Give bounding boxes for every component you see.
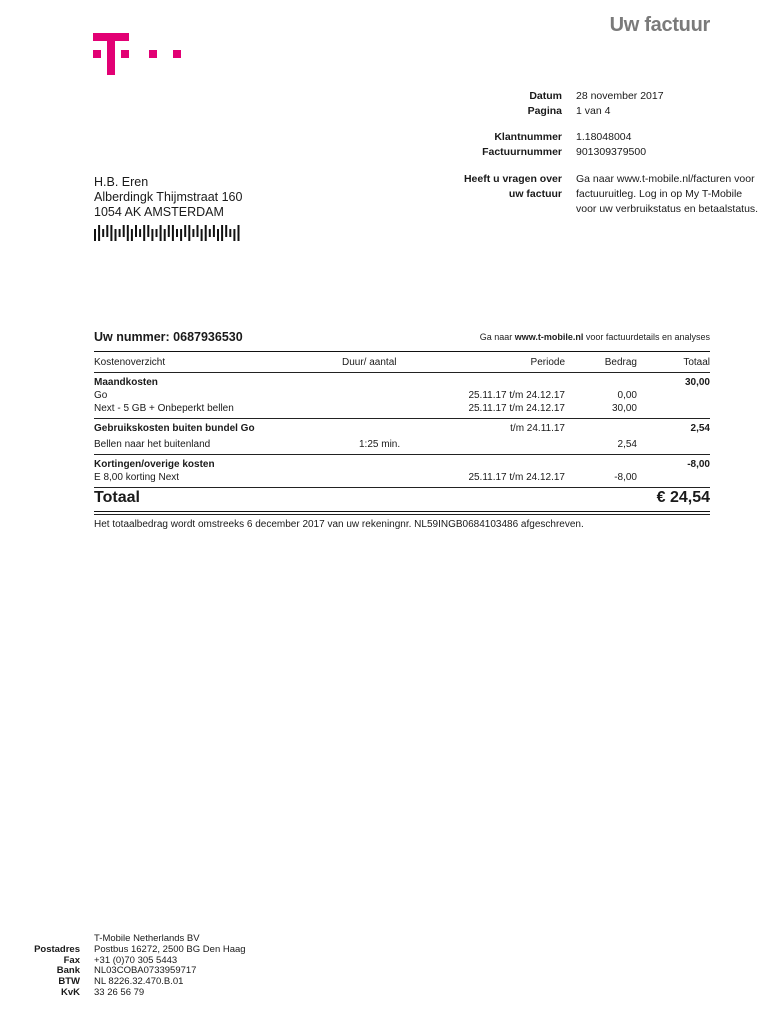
klantnummer-label: Klantnummer	[494, 131, 562, 143]
footer-fax-label: Fax	[63, 954, 80, 966]
totaal-rule-1	[94, 511, 710, 512]
col-duur: Duur/ aantal	[342, 357, 397, 368]
details-hint-post: voor factuurdetails en analyses	[585, 332, 710, 342]
row-label: Go	[94, 390, 108, 401]
section-rule	[94, 454, 710, 455]
row-duur: 1:25 min.	[359, 439, 401, 450]
footer-bank: NL03COBA0733959717	[94, 965, 197, 977]
vragen-text-1: Ga naar www.t-mobile.nl/facturen voor	[576, 173, 755, 185]
postal-barcode-icon	[94, 225, 244, 241]
recipient-address	[94, 175, 242, 220]
recipient-street: Alberdingk Thijmstraat 160	[94, 190, 243, 204]
footer-bank-label: Bank	[56, 965, 80, 977]
klantnummer-value: 1.18048004	[576, 131, 632, 143]
footer-postadres-label: Postadres	[34, 943, 80, 955]
col-bedrag: Bedrag	[604, 357, 637, 368]
recipient-name: H.B. Eren	[94, 175, 149, 189]
payment-note: Het totaalbedrag wordt omstreeks 6 december 2017 van uw rekeningnr. NL59INGB0684103486 afgeschreven.	[94, 519, 584, 530]
datum-value: 28 november 2017	[576, 90, 664, 102]
totaal-top-rule	[94, 487, 710, 488]
table-header-row	[94, 356, 710, 369]
datum-label: Datum	[529, 90, 562, 102]
footer-company: T-Mobile Netherlands BV	[94, 933, 200, 944]
details-hint-pre: Ga naar	[479, 332, 513, 342]
section-title: Maandkosten	[94, 377, 158, 388]
table-row	[94, 438, 710, 451]
vragen-text-3: voor uw verbruikstatus en betaalstatus.	[576, 203, 759, 215]
totaal-value: € 24,54	[656, 489, 710, 506]
footer-fax: +31 (0)70 305 5443	[94, 954, 178, 966]
details-hint	[480, 332, 710, 342]
row-bedrag: 2,54	[617, 439, 637, 450]
footer-btw: NL 8226.32.470.B.01	[94, 976, 184, 988]
footer-postadres: Postbus 16272, 2500 BG Den Haag	[94, 943, 246, 955]
pagina-label: Pagina	[527, 105, 562, 117]
pagina-value: 1 van 4	[576, 105, 611, 117]
factuurnummer-value: 901309379500	[576, 146, 647, 158]
table-row	[94, 389, 710, 402]
col-kosten: Kostenoverzicht	[94, 357, 166, 368]
meta-labels	[380, 89, 562, 209]
section-title: Gebruikskosten buiten bundel Go	[94, 423, 255, 434]
meta-values	[576, 89, 766, 219]
section-kortingen	[94, 458, 710, 471]
recipient-city: 1054 AK AMSTERDAM	[94, 205, 224, 219]
table-row	[94, 402, 710, 415]
row-bedrag: 30,00	[611, 403, 637, 414]
row-bedrag: 0,00	[617, 390, 637, 401]
row-periode: 25.11.17 t/m 24.12.17	[468, 403, 565, 414]
table-row	[94, 471, 710, 484]
section-rule	[94, 418, 710, 419]
vragen-text-2: factuuruitleg. Log in op My T-Mobile	[576, 188, 743, 200]
col-periode: Periode	[530, 357, 565, 368]
row-periode: 25.11.17 t/m 24.12.17	[468, 390, 565, 401]
details-hint-link[interactable]: www.t-mobile.nl	[514, 332, 584, 342]
company-footer	[0, 934, 300, 1004]
section-total: -8,00	[687, 459, 710, 470]
t-mobile-logo-icon	[93, 33, 185, 75]
col-totaal: Totaal	[683, 357, 710, 368]
section-periode: t/m 24.11.17	[510, 423, 565, 434]
section-gebruikskosten	[94, 422, 710, 435]
section-maandkosten	[94, 376, 710, 389]
section-title: Kortingen/overige kosten	[94, 459, 215, 470]
section-total: 30,00	[684, 377, 710, 388]
phone-number-heading: Uw nummer: 0687936530	[94, 330, 243, 344]
row-label: Bellen naar het buitenland	[94, 439, 211, 450]
totaal-label: Totaal	[94, 489, 140, 506]
footer-kvk-label: KvK	[60, 987, 80, 998]
footer-btw-label: BTW	[58, 976, 80, 988]
page-title: Uw factuur	[609, 14, 710, 36]
row-label: E 8,00 korting Next	[94, 472, 180, 483]
row-label: Next - 5 GB + Onbeperkt bellen	[94, 403, 234, 414]
vragen-label-1: Heeft u vragen over	[463, 173, 562, 185]
totaal-row	[94, 489, 710, 511]
row-periode: 25.11.17 t/m 24.12.17	[468, 472, 565, 483]
footer-kvk: 33 26 56 79	[94, 987, 145, 998]
table-top-rule	[94, 351, 710, 352]
section-total: 2,54	[690, 423, 710, 434]
table-header-rule	[94, 372, 710, 373]
factuurnummer-label: Factuurnummer	[482, 146, 562, 158]
vragen-label-2: uw factuur	[508, 188, 562, 200]
totaal-rule-2	[94, 514, 710, 515]
row-bedrag: -8,00	[614, 472, 637, 483]
